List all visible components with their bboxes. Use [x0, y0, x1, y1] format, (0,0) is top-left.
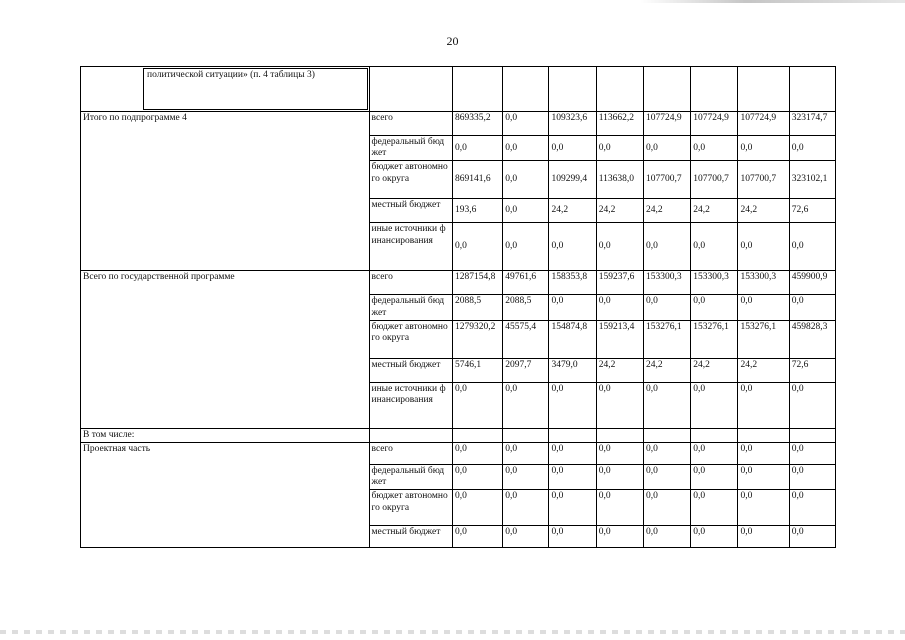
- empty-cell: [503, 428, 549, 442]
- value-cell: 153300,3: [643, 271, 690, 295]
- scan-artifact-top: [640, 0, 905, 3]
- budget-table: [80, 66, 836, 548]
- funding-source: федеральный бюджет: [369, 136, 452, 161]
- funding-source: всего: [369, 112, 452, 136]
- value-cell: 153276,1: [691, 320, 738, 358]
- funding-source: всего: [369, 443, 452, 465]
- funding-source: бюджет автономного округа: [369, 490, 452, 526]
- value-cell: 2097,7: [503, 358, 549, 382]
- table-row: [81, 271, 836, 295]
- value-cell: 72,6: [789, 358, 835, 382]
- value-cell: 0,0: [691, 465, 738, 490]
- top-block-label: политической ситуации» (п. 4 таблицы 3): [147, 70, 315, 80]
- value-cell: 0,0: [596, 465, 643, 490]
- value-cell: 0,0: [596, 526, 643, 548]
- table-row: [81, 443, 836, 465]
- funding-source: бюджет автономного округа: [369, 320, 452, 358]
- value-cell: 0,0: [789, 465, 835, 490]
- empty-cell: [643, 67, 690, 112]
- value-cell: 869141,6: [452, 161, 502, 199]
- value-cell: 0,0: [691, 382, 738, 428]
- funding-source: местный бюджет: [369, 526, 452, 548]
- value-cell: 113662,2: [596, 112, 643, 136]
- value-cell: 0,0: [738, 223, 789, 271]
- value-cell: 45575,4: [503, 320, 549, 358]
- value-cell: 0,0: [738, 526, 789, 548]
- funding-source: федеральный бюджет: [369, 295, 452, 320]
- value-cell: 107724,9: [643, 112, 690, 136]
- value-cell: 0,0: [789, 223, 835, 271]
- value-cell: 0,0: [503, 112, 549, 136]
- value-cell: 0,0: [691, 136, 738, 161]
- value-cell: 0,0: [452, 223, 502, 271]
- funding-source: федеральный бюджет: [369, 465, 452, 490]
- empty-cell: [452, 428, 502, 442]
- value-cell: 0,0: [452, 490, 502, 526]
- value-cell: 0,0: [789, 443, 835, 465]
- value-cell: 323174,7: [789, 112, 835, 136]
- value-cell: 0,0: [452, 136, 502, 161]
- value-cell: 5746,1: [452, 358, 502, 382]
- top-block-cell: [81, 67, 370, 112]
- value-cell: 0,0: [738, 382, 789, 428]
- value-cell: 0,0: [549, 136, 596, 161]
- value-cell: 0,0: [691, 526, 738, 548]
- value-cell: 0,0: [789, 490, 835, 526]
- value-cell: 24,2: [596, 358, 643, 382]
- value-cell: 0,0: [789, 382, 835, 428]
- value-cell: 0,0: [738, 443, 789, 465]
- value-cell: 869335,2: [452, 112, 502, 136]
- value-cell: 24,2: [691, 199, 738, 223]
- empty-cell: [596, 428, 643, 442]
- value-cell: 0,0: [738, 136, 789, 161]
- empty-cell: [789, 67, 835, 112]
- value-cell: 0,0: [789, 526, 835, 548]
- value-cell: 0,0: [503, 443, 549, 465]
- value-cell: 24,2: [549, 199, 596, 223]
- value-cell: 154874,8: [549, 320, 596, 358]
- value-cell: 0,0: [452, 465, 502, 490]
- value-cell: 153300,3: [691, 271, 738, 295]
- value-cell: 159237,6: [596, 271, 643, 295]
- value-cell: 0,0: [738, 490, 789, 526]
- empty-cell: [503, 67, 549, 112]
- value-cell: 0,0: [549, 465, 596, 490]
- table-row-top-block: [81, 67, 836, 112]
- value-cell: 24,2: [643, 199, 690, 223]
- empty-cell: [643, 428, 690, 442]
- value-cell: 0,0: [503, 490, 549, 526]
- funding-source: бюджет автономного округа: [369, 161, 452, 199]
- value-cell: 153276,1: [643, 320, 690, 358]
- value-cell: 0,0: [643, 443, 690, 465]
- value-cell: 72,6: [789, 199, 835, 223]
- value-cell: 0,0: [503, 526, 549, 548]
- value-cell: 24,2: [643, 358, 690, 382]
- value-cell: 0,0: [452, 526, 502, 548]
- value-cell: 113638,0: [596, 161, 643, 199]
- value-cell: 24,2: [738, 199, 789, 223]
- value-cell: 107724,9: [691, 112, 738, 136]
- value-cell: 0,0: [549, 490, 596, 526]
- value-cell: 24,2: [738, 358, 789, 382]
- table-row-section-heading: [81, 428, 836, 442]
- value-cell: 1287154,8: [452, 271, 502, 295]
- value-cell: 1279320,2: [452, 320, 502, 358]
- section-title: Итого по подпрограмме 4: [81, 112, 370, 271]
- empty-cell: [596, 67, 643, 112]
- top-block-label-frame: [143, 68, 368, 110]
- value-cell: 0,0: [691, 223, 738, 271]
- value-cell: 24,2: [691, 358, 738, 382]
- value-cell: 0,0: [549, 223, 596, 271]
- value-cell: 3479,0: [549, 358, 596, 382]
- value-cell: 0,0: [503, 382, 549, 428]
- value-cell: 0,0: [549, 526, 596, 548]
- page-number: 20: [446, 34, 459, 48]
- value-cell: 0,0: [643, 465, 690, 490]
- value-cell: 193,6: [452, 199, 502, 223]
- section-title: Проектная часть: [81, 443, 370, 548]
- table-row: [81, 112, 836, 136]
- value-cell: 159213,4: [596, 320, 643, 358]
- value-cell: 107700,7: [738, 161, 789, 199]
- value-cell: 0,0: [549, 443, 596, 465]
- empty-cell: [549, 428, 596, 442]
- value-cell: 158353,8: [549, 271, 596, 295]
- value-cell: 0,0: [691, 443, 738, 465]
- value-cell: 107724,9: [738, 112, 789, 136]
- value-cell: 109323,6: [549, 112, 596, 136]
- value-cell: 0,0: [789, 136, 835, 161]
- funding-source: местный бюджет: [369, 358, 452, 382]
- section-title: В том числе:: [81, 428, 370, 442]
- value-cell: 0,0: [503, 199, 549, 223]
- value-cell: 0,0: [738, 465, 789, 490]
- value-cell: 0,0: [452, 382, 502, 428]
- funding-source: иные источники финансирования: [369, 223, 452, 271]
- value-cell: 0,0: [691, 490, 738, 526]
- empty-cell: [691, 67, 738, 112]
- empty-cell: [369, 428, 452, 442]
- value-cell: 109299,4: [549, 161, 596, 199]
- value-cell: 0,0: [596, 223, 643, 271]
- value-cell: 0,0: [789, 295, 835, 320]
- empty-cell: [738, 428, 789, 442]
- value-cell: 0,0: [596, 295, 643, 320]
- value-cell: 0,0: [643, 526, 690, 548]
- scan-artifact-bottom: [0, 630, 905, 634]
- value-cell: 107700,7: [643, 161, 690, 199]
- section-title: Всего по государственной программе: [81, 271, 370, 428]
- value-cell: 0,0: [691, 295, 738, 320]
- value-cell: 0,0: [503, 465, 549, 490]
- value-cell: 459900,9: [789, 271, 835, 295]
- funding-source: всего: [369, 271, 452, 295]
- empty-cell: [691, 428, 738, 442]
- value-cell: 0,0: [452, 443, 502, 465]
- value-cell: 0,0: [503, 136, 549, 161]
- value-cell: 24,2: [596, 199, 643, 223]
- empty-cell: [369, 67, 452, 112]
- value-cell: 0,0: [643, 490, 690, 526]
- value-cell: 0,0: [596, 382, 643, 428]
- value-cell: 0,0: [738, 295, 789, 320]
- value-cell: 0,0: [596, 490, 643, 526]
- value-cell: 0,0: [643, 295, 690, 320]
- value-cell: 0,0: [643, 223, 690, 271]
- empty-cell: [789, 428, 835, 442]
- value-cell: 0,0: [643, 136, 690, 161]
- value-cell: 0,0: [596, 443, 643, 465]
- value-cell: 459828,3: [789, 320, 835, 358]
- value-cell: 0,0: [596, 136, 643, 161]
- value-cell: 0,0: [549, 295, 596, 320]
- empty-cell: [452, 67, 502, 112]
- value-cell: 0,0: [643, 382, 690, 428]
- empty-cell: [738, 67, 789, 112]
- value-cell: 0,0: [549, 382, 596, 428]
- funding-source: местный бюджет: [369, 199, 452, 223]
- funding-source: иные источники финансирования: [369, 382, 452, 428]
- value-cell: 153300,3: [738, 271, 789, 295]
- value-cell: 153276,1: [738, 320, 789, 358]
- table-body: [81, 67, 836, 548]
- empty-cell: [549, 67, 596, 112]
- value-cell: 107700,7: [691, 161, 738, 199]
- value-cell: 49761,6: [503, 271, 549, 295]
- value-cell: 0,0: [503, 161, 549, 199]
- value-cell: 2088,5: [503, 295, 549, 320]
- value-cell: 2088,5: [452, 295, 502, 320]
- value-cell: 323102,1: [789, 161, 835, 199]
- value-cell: 0,0: [503, 223, 549, 271]
